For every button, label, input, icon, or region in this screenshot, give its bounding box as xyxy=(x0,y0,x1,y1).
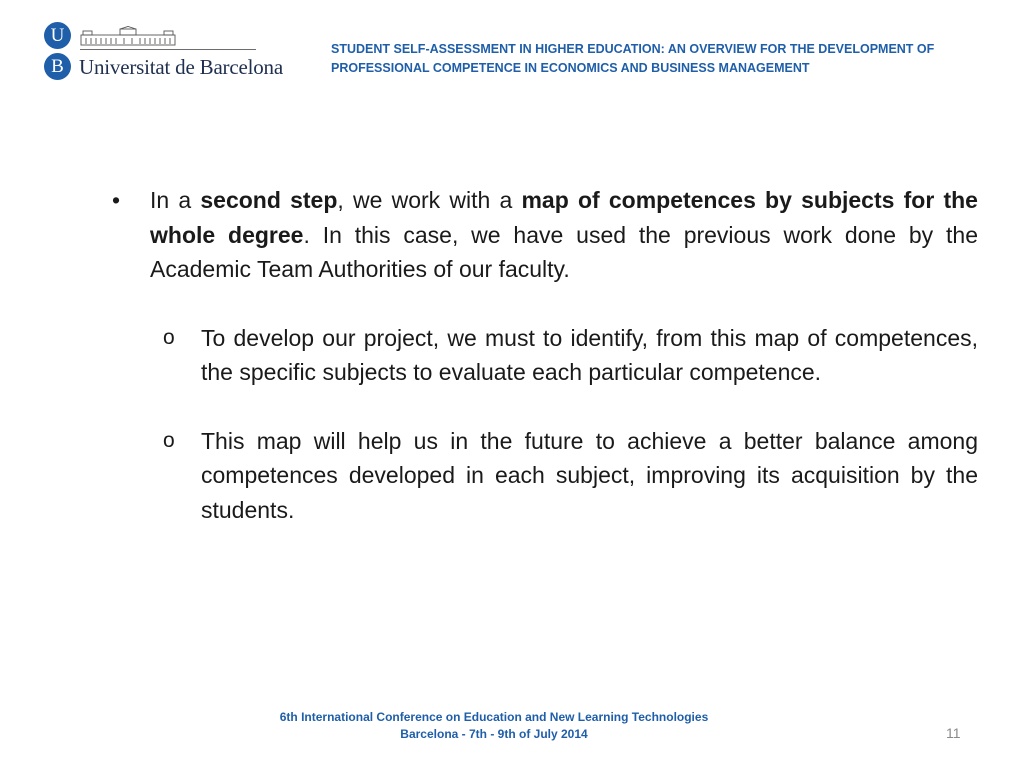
logo-letter-u: U xyxy=(44,22,71,49)
sub-bullet-marker: o xyxy=(163,428,175,452)
sub-bullet-item xyxy=(150,424,978,528)
footer-location-dates: Barcelona - 7th - 9th of July 2014 xyxy=(400,727,588,741)
sub-bullet-marker: o xyxy=(163,325,175,349)
slide-header-title xyxy=(331,40,991,78)
main-bullet-bold-2: map of competences by subjects for the whole degree xyxy=(150,187,978,248)
main-bullet xyxy=(112,183,978,287)
page-number: 11 xyxy=(946,725,961,741)
header-title-line-2: PROFESSIONAL COMPETENCE IN ECONOMICS AND BUSINESS MANAGEMENT xyxy=(331,61,810,75)
university-building-icon xyxy=(80,26,176,46)
main-bullet-text-1: In a xyxy=(150,187,201,213)
university-name: Universitat de Barcelona xyxy=(79,55,283,79)
slide-footer xyxy=(244,709,744,743)
header-title-line-1: STUDENT SELF-ASSESSMENT IN HIGHER EDUCATION: AN OVERVIEW FOR THE DEVELOPMENT OF xyxy=(331,42,935,56)
slide-content xyxy=(112,183,978,561)
university-logo xyxy=(44,22,283,84)
footer-conference: 6th International Conference on Education and New Learning Technologies xyxy=(279,710,709,724)
sub-bullet-text: This map will help us in the future to achieve a better balance among competences developed in each subject, improving its acquisition by the students. xyxy=(201,427,978,523)
main-bullet-text-2: , we work with a xyxy=(337,187,522,213)
sub-bullet-item xyxy=(150,321,978,390)
logo-letter-b: B xyxy=(44,53,71,80)
sub-bullet-text: To develop our project, we must to identify, from this map of competences, the specific subjects to evaluate each particular competence. xyxy=(201,324,978,385)
logo-divider xyxy=(80,49,256,50)
bullet-marker: • xyxy=(112,187,121,213)
main-bullet-text-3: . In this case, we have used the previous work done by the Academic Team Authorities of our faculty. xyxy=(150,221,979,282)
sub-bullet-list xyxy=(112,321,978,528)
main-bullet-bold-1: second step xyxy=(200,187,338,213)
